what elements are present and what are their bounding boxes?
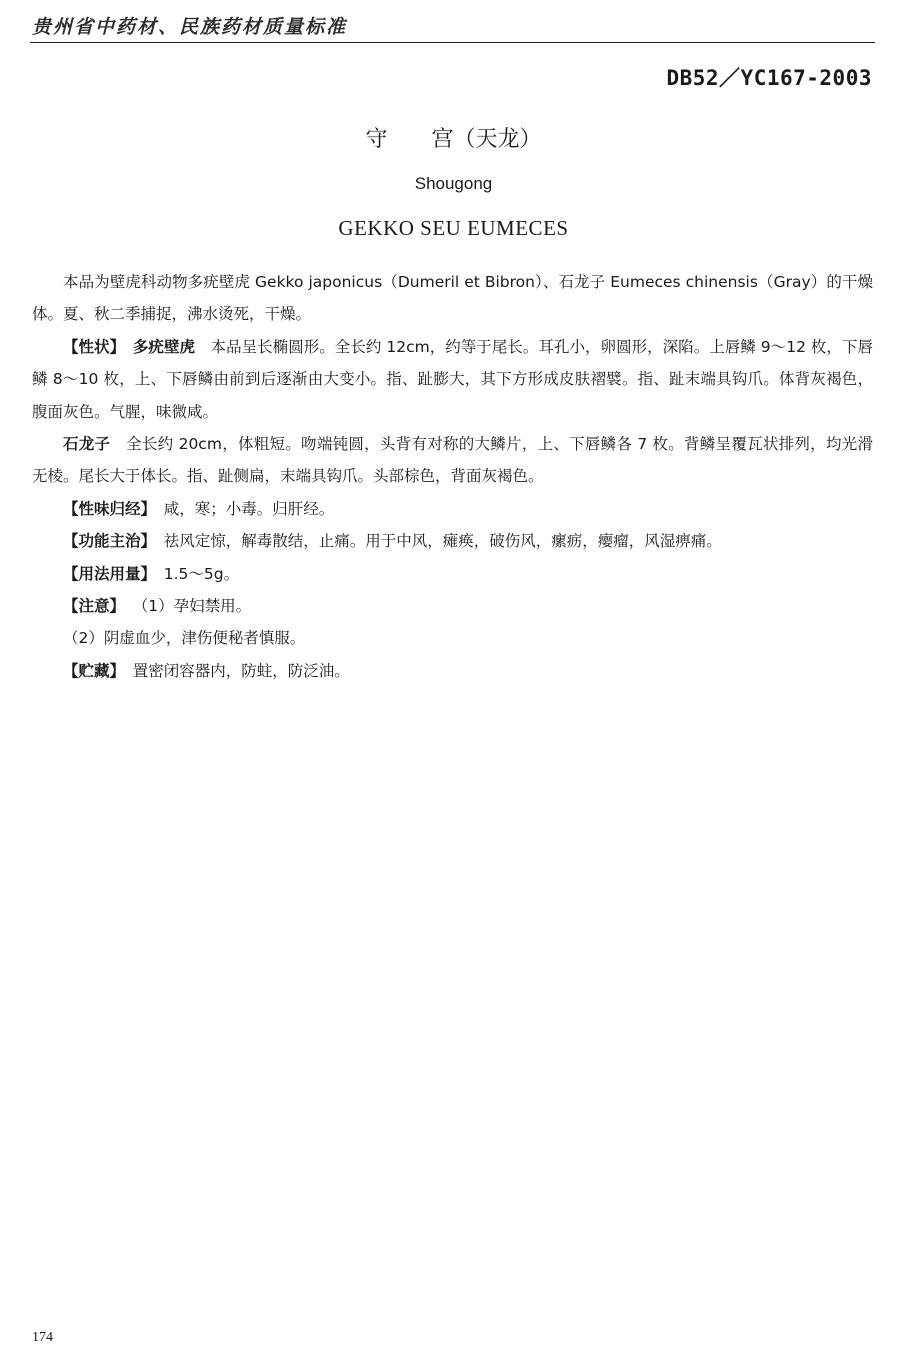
storage-paragraph <box>32 655 873 687</box>
monograph-latin-name: GEKKO SEU EUMECES <box>338 216 569 240</box>
dosage-label: 【用法用量】 <box>63 564 157 583</box>
caution-label: 【注意】 <box>63 597 126 616</box>
intro-paragraph: 本品为壁虎科动物多疣壁虎 Gekko japonicus（Dumeril et Bibron）、石龙子 Eumeces chinensis（Gray）的干燥体。夏、秋二季捕捉，沸水烫死，干燥。 <box>32 273 873 324</box>
monograph-pinyin: Shougong <box>414 174 493 193</box>
storage-label: 【贮藏】 <box>63 661 126 680</box>
function-paragraph <box>32 525 873 557</box>
storage-text: 置密闭容器内，防蛀，防泛油。 <box>132 661 350 680</box>
species-label-gekko: 多疣壁虎 <box>132 337 196 356</box>
species-label-eumeces: 石龙子 <box>63 435 111 454</box>
taste-meridian-label: 【性味归经】 <box>63 499 157 518</box>
characteristics-text-eumeces: 全长约 20cm，体粗短。吻端钝圆，头背有对称的大鳞片，上、下唇鳞各 7 枚。背鳞呈覆瓦状排列，均光滑无棱。尾长大于体长。指、趾侧扁，末端具钩爪。头部棕色，背面灰褐色。 <box>32 435 873 486</box>
monograph-title: 守 宫（天龙） <box>365 127 542 152</box>
function-label: 【功能主治】 <box>63 532 157 551</box>
characteristics-paragraph-1 <box>32 331 873 428</box>
standard-code: DB52／YC167-2003 <box>666 66 872 90</box>
page-number: 174 <box>32 1330 53 1345</box>
characteristics-paragraph-2 <box>32 428 873 493</box>
header-divider <box>30 42 875 43</box>
function-text: 祛风定惊，解毒散结，止痛。用于中风，瘫痪，破伤风，瘰疬，瘿瘤，风湿痹痛。 <box>163 532 722 551</box>
running-header-title: 贵州省中药材、民族药材质量标准 <box>32 16 348 38</box>
taste-meridian-paragraph <box>32 493 873 525</box>
characteristics-text-gekko: 本品呈长椭圆形。全长约 12cm，约等于尾长。耳孔小，卵圆形，深陷。上唇鳞 9～12 枚，下唇鳞 8～10 枚，上、下唇鳞由前到后逐渐由大变小。指、趾膨大，其下方形成皮肤褶襞。指、趾末端具钩爪。体背灰褐色，腹面灰色。气腥，味微咸。 <box>32 337 873 421</box>
dosage-text: 1.5～5g。 <box>163 564 240 583</box>
characteristics-label: 【性状】 <box>63 337 126 356</box>
monograph-body <box>32 266 873 687</box>
taste-meridian-text: 咸，寒；小毒。归肝经。 <box>163 499 335 518</box>
caution-paragraph <box>32 590 873 622</box>
caution-paragraph-2 <box>32 622 873 654</box>
caution-text-2: （2）阴虚血少，津伤便秘者慎服。 <box>63 629 306 648</box>
caution-text-1: （1）孕妇禁用。 <box>132 597 252 616</box>
dosage-paragraph <box>32 558 873 590</box>
